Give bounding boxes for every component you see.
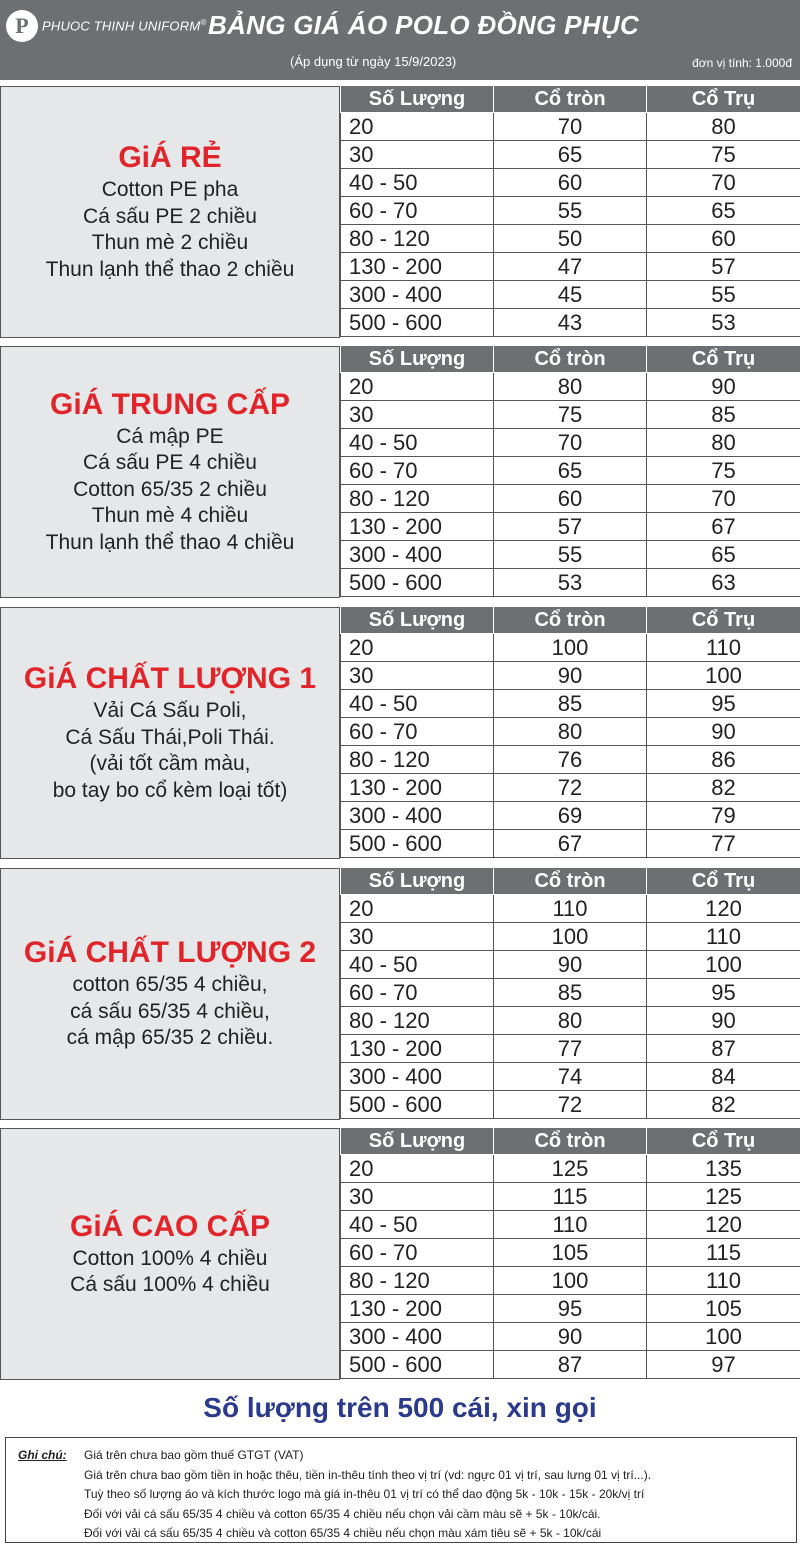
column-header: Cổ Trụ xyxy=(647,346,800,373)
collar-price: 125 xyxy=(647,1183,800,1211)
round-neck-price: 70 xyxy=(494,429,647,457)
table-header-row xyxy=(341,1128,800,1155)
header xyxy=(0,0,800,80)
collar-price: 82 xyxy=(647,1091,800,1119)
round-neck-price: 53 xyxy=(494,569,647,597)
tier-section xyxy=(0,868,800,1120)
table-header-row xyxy=(341,607,800,634)
table-row xyxy=(341,830,800,858)
tier-material: Thun mè 4 chiều xyxy=(91,504,249,528)
collar-price: 90 xyxy=(647,1007,800,1035)
table-row xyxy=(341,169,800,197)
quantity-cell: 80 - 120 xyxy=(341,225,494,253)
column-header: Số Lượng xyxy=(341,868,494,895)
collar-price: 97 xyxy=(647,1351,800,1379)
price-table xyxy=(340,1128,800,1379)
quantity-cell: 30 xyxy=(341,662,494,690)
round-neck-price: 87 xyxy=(494,1351,647,1379)
quantity-cell: 20 xyxy=(341,113,494,141)
tier-material: cá sấu 65/35 4 chiều, xyxy=(70,999,270,1023)
collar-price: 85 xyxy=(647,401,800,429)
column-header: Cổ Trụ xyxy=(647,607,800,634)
notes-box xyxy=(5,1437,797,1543)
table-row xyxy=(341,1267,800,1295)
table-row xyxy=(341,1351,800,1379)
tier-name: GiÁ RẺ xyxy=(118,141,222,174)
table-row xyxy=(341,1323,800,1351)
table-row xyxy=(341,429,800,457)
collar-price: 82 xyxy=(647,774,800,802)
column-header: Số Lượng xyxy=(341,607,494,634)
tier-section xyxy=(0,607,800,859)
call-to-action: Số lượng trên 500 cái, xin gọi xyxy=(203,1392,597,1423)
round-neck-price: 100 xyxy=(494,923,647,951)
collar-price: 115 xyxy=(647,1239,800,1267)
page-title: BẢNG GIÁ ÁO POLO ĐỒNG PHỤC xyxy=(208,10,640,40)
tier-material: Cotton PE pha xyxy=(101,178,239,201)
collar-price: 86 xyxy=(647,746,800,774)
table-row xyxy=(341,253,800,281)
tier-name: GiÁ TRUNG CẤP xyxy=(50,387,290,421)
note-line: Giá trên chưa bao gồm tiền in hoặc thêu, tiền in-thêu tính theo vị trí (vd: ngực 01 vị trí, sau lưng 01 vị trí...). xyxy=(84,1467,652,1482)
brand-name-text: PHUOC THINH UNIFORM xyxy=(42,18,201,34)
tier-description xyxy=(0,346,340,598)
table-row xyxy=(341,774,800,802)
tier-section xyxy=(0,346,800,598)
round-neck-price: 76 xyxy=(494,746,647,774)
price-table xyxy=(340,86,800,337)
round-neck-price: 43 xyxy=(494,309,647,337)
quantity-cell: 130 - 200 xyxy=(341,774,494,802)
quantity-cell: 40 - 50 xyxy=(341,169,494,197)
quantity-cell: 300 - 400 xyxy=(341,1063,494,1091)
note-line: Tuỳ theo số lượng áo và kích thước logo mà giá in-thêu 01 vị trí có thể dao động 5k - 10k - 15k - 20k/vị trí xyxy=(84,1487,645,1501)
collar-price: 80 xyxy=(647,429,800,457)
round-neck-price: 85 xyxy=(494,979,647,1007)
quantity-cell: 300 - 400 xyxy=(341,281,494,309)
quantity-cell: 130 - 200 xyxy=(341,513,494,541)
table-row xyxy=(341,513,800,541)
quantity-cell: 20 xyxy=(341,373,494,401)
quantity-cell: 60 - 70 xyxy=(341,979,494,1007)
registered-mark: ® xyxy=(200,18,207,28)
effective-date: (Áp dụng từ ngày 15/9/2023) xyxy=(290,54,457,69)
column-header: Số Lượng xyxy=(341,346,494,373)
collar-price: 95 xyxy=(647,979,800,1007)
tier-material: cá mập 65/35 2 chiều. xyxy=(66,1026,274,1050)
quantity-cell: 20 xyxy=(341,634,494,662)
table-row xyxy=(341,1063,800,1091)
round-neck-price: 75 xyxy=(494,401,647,429)
quantity-cell: 30 xyxy=(341,1183,494,1211)
round-neck-price: 57 xyxy=(494,513,647,541)
table-header-row xyxy=(341,346,800,373)
round-neck-price: 80 xyxy=(494,1007,647,1035)
column-header: Số Lượng xyxy=(341,1128,494,1155)
collar-price: 90 xyxy=(647,373,800,401)
quantity-cell: 130 - 200 xyxy=(341,1035,494,1063)
table-header-row xyxy=(341,86,800,113)
round-neck-price: 65 xyxy=(494,457,647,485)
brand-name xyxy=(42,18,206,33)
tier-material: Cá Sấu Thái,Poli Thái. xyxy=(65,725,275,749)
quantity-cell: 40 - 50 xyxy=(341,429,494,457)
quantity-cell: 500 - 600 xyxy=(341,830,494,858)
quantity-cell: 60 - 70 xyxy=(341,457,494,485)
tier-section xyxy=(0,86,800,338)
round-neck-price: 85 xyxy=(494,690,647,718)
quantity-cell: 20 xyxy=(341,1155,494,1183)
collar-price: 100 xyxy=(647,662,800,690)
tier-material: cotton 65/35 4 chiều, xyxy=(72,973,268,997)
round-neck-price: 50 xyxy=(494,225,647,253)
round-neck-price: 69 xyxy=(494,802,647,830)
tier-material: Thun lạnh thể thao 4 chiều xyxy=(45,530,295,554)
table-row xyxy=(341,923,800,951)
collar-price: 57 xyxy=(647,253,800,281)
column-header: Cổ tròn xyxy=(494,868,647,895)
tier-description xyxy=(0,86,340,338)
table-row xyxy=(341,197,800,225)
collar-price: 120 xyxy=(647,1211,800,1239)
collar-price: 120 xyxy=(647,895,800,923)
brand-logo xyxy=(6,10,206,42)
table-row xyxy=(341,281,800,309)
round-neck-price: 95 xyxy=(494,1295,647,1323)
table-row xyxy=(341,485,800,513)
collar-price: 77 xyxy=(647,830,800,858)
quantity-cell: 130 - 200 xyxy=(341,253,494,281)
table-row xyxy=(341,634,800,662)
quantity-cell: 80 - 120 xyxy=(341,746,494,774)
tier-material: Cotton 65/35 2 chiều xyxy=(73,477,267,501)
quantity-cell: 130 - 200 xyxy=(341,1295,494,1323)
price-unit: đơn vị tính: 1.000đ xyxy=(692,56,792,70)
tier-material: Cá sấu PE 4 chiều xyxy=(83,451,257,475)
price-table xyxy=(340,346,800,597)
round-neck-price: 55 xyxy=(494,197,647,225)
round-neck-price: 47 xyxy=(494,253,647,281)
quantity-cell: 60 - 70 xyxy=(341,718,494,746)
tier-name: GiÁ CHẤT LƯỢNG 2 xyxy=(23,936,317,970)
round-neck-price: 70 xyxy=(494,113,647,141)
tier-material: (vải tốt cầm màu, xyxy=(89,752,251,775)
table-row xyxy=(341,541,800,569)
table-row xyxy=(341,979,800,1007)
round-neck-price: 72 xyxy=(494,774,647,802)
tier-material: Vải Cá Sấu Poli, xyxy=(93,699,247,722)
quantity-cell: 80 - 120 xyxy=(341,1007,494,1035)
note-line: Giá trên chưa bao gồm thuế GTGT (VAT) xyxy=(84,1448,304,1462)
quantity-cell: 80 - 120 xyxy=(341,1267,494,1295)
tier-material: Cá mập PE xyxy=(116,424,224,448)
quantity-cell: 500 - 600 xyxy=(341,309,494,337)
table-row xyxy=(341,1183,800,1211)
quantity-cell: 60 - 70 xyxy=(341,197,494,225)
column-header: Cổ tròn xyxy=(494,346,647,373)
round-neck-price: 77 xyxy=(494,1035,647,1063)
price-table xyxy=(340,607,800,858)
notes-label: Ghi chú: xyxy=(18,1448,67,1462)
tier-material: Cá sấu PE 2 chiều xyxy=(83,204,257,228)
round-neck-price: 65 xyxy=(494,141,647,169)
round-neck-price: 74 xyxy=(494,1063,647,1091)
quantity-cell: 30 xyxy=(341,401,494,429)
tier-material: Cá sấu 100% 4 chiều xyxy=(70,1273,270,1296)
quantity-cell: 30 xyxy=(341,141,494,169)
collar-price: 80 xyxy=(647,113,800,141)
collar-price: 95 xyxy=(647,690,800,718)
table-row xyxy=(341,225,800,253)
quantity-cell: 20 xyxy=(341,895,494,923)
round-neck-price: 105 xyxy=(494,1239,647,1267)
collar-price: 87 xyxy=(647,1035,800,1063)
collar-price: 110 xyxy=(647,1267,800,1295)
quantity-cell: 500 - 600 xyxy=(341,569,494,597)
column-header: Cổ tròn xyxy=(494,86,647,113)
collar-price: 70 xyxy=(647,485,800,513)
tier-material: bo tay bo cổ kèm loại tốt) xyxy=(52,778,288,802)
collar-price: 75 xyxy=(647,141,800,169)
collar-price: 65 xyxy=(647,197,800,225)
column-header: Cổ Trụ xyxy=(647,86,800,113)
quantity-cell: 300 - 400 xyxy=(341,541,494,569)
collar-price: 53 xyxy=(647,309,800,337)
column-header: Cổ Trụ xyxy=(647,868,800,895)
quantity-cell: 60 - 70 xyxy=(341,1239,494,1267)
tier-section xyxy=(0,1128,800,1380)
quantity-cell: 30 xyxy=(341,923,494,951)
table-row xyxy=(341,1007,800,1035)
quantity-cell: 500 - 600 xyxy=(341,1351,494,1379)
tier-material: Thun mè 2 chiều xyxy=(91,231,249,254)
collar-price: 110 xyxy=(647,634,800,662)
collar-price: 70 xyxy=(647,169,800,197)
round-neck-price: 45 xyxy=(494,281,647,309)
table-row xyxy=(341,569,800,597)
round-neck-price: 80 xyxy=(494,373,647,401)
table-row xyxy=(341,401,800,429)
round-neck-price: 60 xyxy=(494,169,647,197)
table-row xyxy=(341,373,800,401)
table-row xyxy=(341,141,800,169)
table-row xyxy=(341,895,800,923)
round-neck-price: 100 xyxy=(494,1267,647,1295)
table-row xyxy=(341,1211,800,1239)
table-row xyxy=(341,951,800,979)
table-row xyxy=(341,1035,800,1063)
tier-name: GiÁ CHẤT LƯỢNG 1 xyxy=(23,662,317,695)
round-neck-price: 90 xyxy=(494,951,647,979)
round-neck-price: 67 xyxy=(494,830,647,858)
collar-price: 110 xyxy=(647,923,800,951)
collar-price: 55 xyxy=(647,281,800,309)
note-line: Đối với vải cá sấu 65/35 4 chiều và cotton 65/35 4 chiều nếu chọn vải cầm màu sẽ + 5k - 10k/cái. xyxy=(84,1506,601,1521)
tier-description xyxy=(0,607,340,859)
round-neck-price: 100 xyxy=(494,634,647,662)
quantity-cell: 40 - 50 xyxy=(341,1211,494,1239)
round-neck-price: 115 xyxy=(494,1183,647,1211)
table-row xyxy=(341,309,800,337)
table-row xyxy=(341,1239,800,1267)
round-neck-price: 60 xyxy=(494,485,647,513)
table-row xyxy=(341,746,800,774)
collar-price: 100 xyxy=(647,951,800,979)
table-row xyxy=(341,1155,800,1183)
collar-price: 67 xyxy=(647,513,800,541)
quantity-cell: 300 - 400 xyxy=(341,1323,494,1351)
table-row xyxy=(341,1295,800,1323)
collar-price: 90 xyxy=(647,718,800,746)
collar-price: 100 xyxy=(647,1323,800,1351)
quantity-cell: 40 - 50 xyxy=(341,690,494,718)
quantity-cell: 80 - 120 xyxy=(341,485,494,513)
table-row xyxy=(341,662,800,690)
column-header: Cổ Trụ xyxy=(647,1128,800,1155)
tier-description xyxy=(0,868,340,1120)
column-header: Cổ tròn xyxy=(494,1128,647,1155)
tier-material: Cotton 100% 4 chiều xyxy=(72,1246,268,1270)
round-neck-price: 90 xyxy=(494,1323,647,1351)
round-neck-price: 55 xyxy=(494,541,647,569)
column-header: Cổ tròn xyxy=(494,607,647,634)
round-neck-price: 110 xyxy=(494,895,647,923)
collar-price: 60 xyxy=(647,225,800,253)
quantity-cell: 40 - 50 xyxy=(341,951,494,979)
tier-description xyxy=(0,1128,340,1380)
logo-icon: P xyxy=(6,10,38,42)
round-neck-price: 125 xyxy=(494,1155,647,1183)
table-row xyxy=(341,457,800,485)
round-neck-price: 90 xyxy=(494,662,647,690)
table-header-row xyxy=(341,868,800,895)
quantity-cell: 500 - 600 xyxy=(341,1091,494,1119)
collar-price: 105 xyxy=(647,1295,800,1323)
round-neck-price: 110 xyxy=(494,1211,647,1239)
notes-lines xyxy=(84,1446,651,1544)
collar-price: 79 xyxy=(647,802,800,830)
round-neck-price: 80 xyxy=(494,718,647,746)
table-row xyxy=(341,718,800,746)
note-line: Đối với vải cá sấu 65/35 4 chiều và cotton 65/35 4 chiều nếu chọn màu xám tiêu sẽ + 5k - 10k/cái xyxy=(84,1526,602,1540)
column-header: Số Lượng xyxy=(341,86,494,113)
collar-price: 135 xyxy=(647,1155,800,1183)
collar-price: 65 xyxy=(647,541,800,569)
table-row xyxy=(341,113,800,141)
tier-material: Thun lạnh thể thao 2 chiều xyxy=(45,257,295,281)
collar-price: 63 xyxy=(647,569,800,597)
table-row xyxy=(341,1091,800,1119)
collar-price: 75 xyxy=(647,457,800,485)
collar-price: 84 xyxy=(647,1063,800,1091)
price-table xyxy=(340,868,800,1119)
table-row xyxy=(341,802,800,830)
round-neck-price: 72 xyxy=(494,1091,647,1119)
tier-name: GiÁ CAO CẤP xyxy=(69,1209,270,1243)
table-row xyxy=(341,690,800,718)
quantity-cell: 300 - 400 xyxy=(341,802,494,830)
